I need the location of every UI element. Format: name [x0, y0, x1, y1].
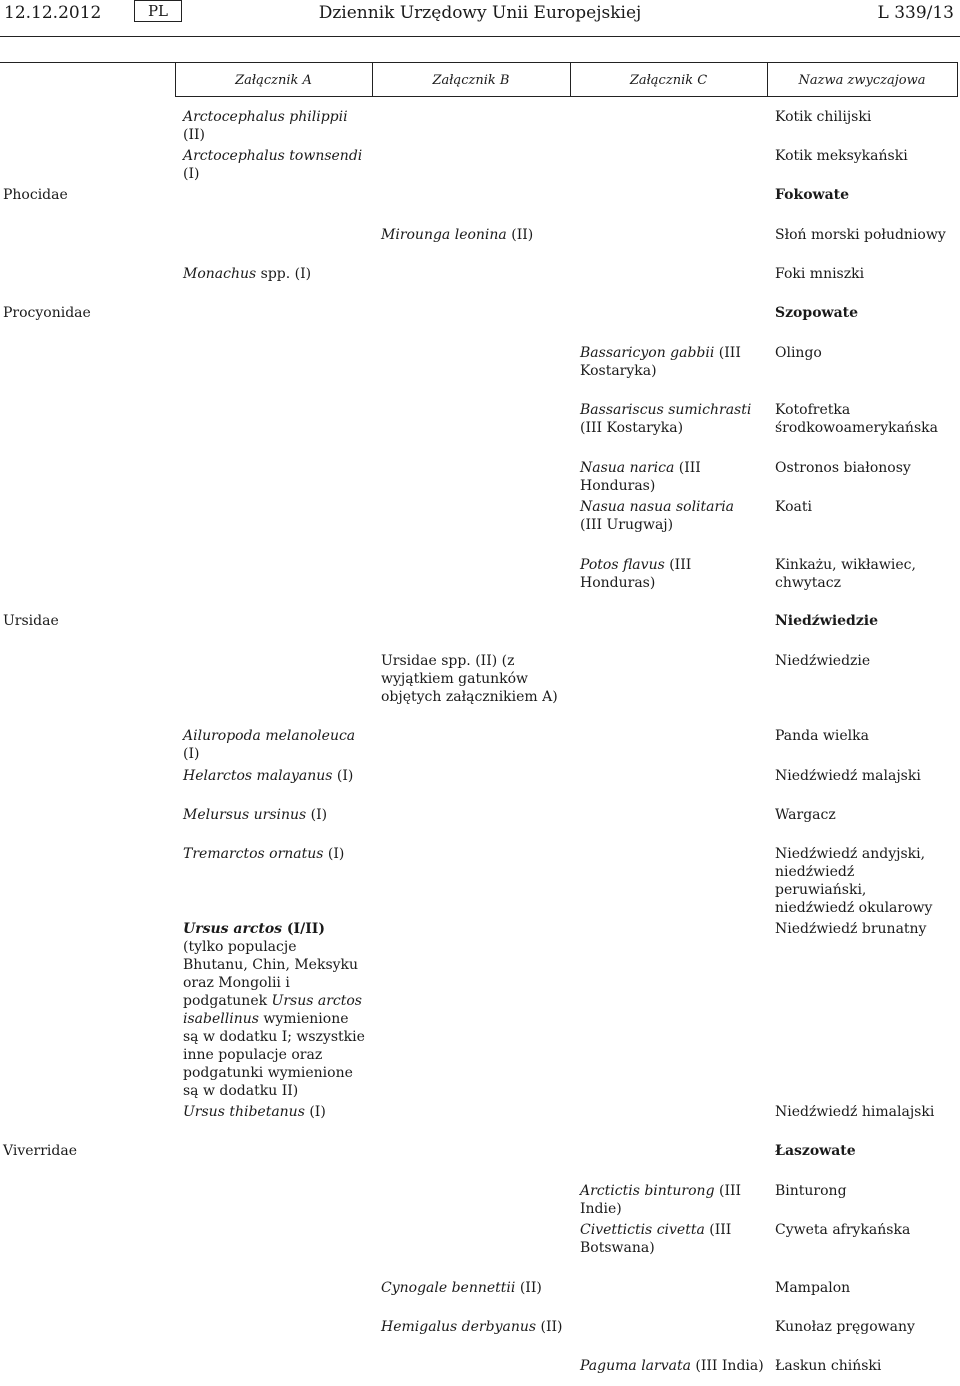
column-header-common-name: Nazwa zwyczajowa [798, 73, 926, 88]
species-name: Ursus thibetanus [183, 1104, 305, 1120]
table-top-border [0, 62, 958, 63]
family-name: Ursidae [3, 613, 59, 629]
common-name: Olingo [775, 345, 822, 361]
table-row [183, 1103, 363, 1121]
annex-b-entry: Ursidae spp. (II) (z wyjątkiem gatunków objętych załącznikiem A) [381, 653, 558, 705]
annex-code: (I) [183, 166, 200, 182]
table-row [381, 226, 566, 244]
species-name: Ailuropoda melanoleuca [183, 728, 356, 744]
species-name: Arctocephalus townsendi [183, 148, 363, 164]
table-row [183, 806, 363, 824]
species-name: Bassariscus sumichrasti [580, 402, 752, 418]
table-row [381, 1318, 566, 1336]
common-name: Słoń morski południowy [775, 227, 946, 243]
annex-code: (I) [304, 1104, 326, 1120]
family-common-name: Fokowate [775, 187, 850, 203]
table-row [183, 147, 363, 183]
species-name: Helarctos malayanus [183, 768, 333, 784]
table-row [183, 767, 363, 785]
species-name: Arctocephalus philippii [183, 109, 348, 125]
table-row [580, 1221, 758, 1257]
common-name: Niedźwiedź andyjski, niedźwiedź peruwiański, niedźwiedź okularowy [775, 846, 933, 916]
annex-code: (II) [515, 1280, 542, 1296]
population-note: (tylko populacje Bhutanu, Chin, Meksyku oraz Mongolii i podgatunek [183, 939, 359, 1009]
header-date: 12.12.2012 [4, 3, 102, 23]
family-common-name: Łaszowate [775, 1143, 856, 1159]
common-name: Cyweta afrykańska [775, 1222, 911, 1238]
table-row [183, 727, 363, 763]
species-name: Tremarctos ornatus [183, 846, 324, 862]
common-name: Łaskun chiński [775, 1358, 882, 1374]
column-header-annex-a: Załącznik A [235, 73, 312, 88]
column-header-annex-b: Załącznik B [432, 73, 510, 88]
table-header-border [175, 96, 958, 97]
common-name: Niedźwiedź malajski [775, 768, 921, 784]
species-name: Monachus [183, 266, 257, 282]
table-row [381, 1279, 566, 1297]
species-name: Potos flavus [580, 557, 665, 573]
common-name: Kinkażu, wikławiec, chwytacz [775, 557, 916, 591]
table-row [580, 1182, 765, 1218]
species-name: Cynogale bennettii [381, 1280, 516, 1296]
annex-code: (III Botswana) [580, 1222, 732, 1256]
common-name: Niedźwiedzie [775, 653, 871, 669]
species-name: Mirounga leonina [381, 227, 507, 243]
common-name: Kotik meksykański [775, 148, 908, 164]
common-name: Foki mniszki [775, 266, 865, 282]
table-row [183, 108, 363, 144]
annex-code: (III India) [690, 1358, 764, 1374]
species-name: Ursus arctos [183, 921, 283, 937]
family-name: Viverridae [3, 1143, 77, 1159]
table-row [183, 845, 363, 863]
species-name: Civettictis civetta [580, 1222, 705, 1238]
family-name: Procyonidae [3, 305, 91, 321]
common-name: Panda wielka [775, 728, 869, 744]
annex-code: (III Kostaryka) [580, 345, 741, 379]
annex-code: (II) [536, 1319, 563, 1335]
common-name: Binturong [775, 1183, 847, 1199]
common-name: Niedźwiedź himalajski [775, 1104, 935, 1120]
table-row [580, 344, 758, 380]
table-row [580, 498, 758, 534]
annex-code: (I/II) [282, 921, 325, 937]
family-common-name: Niedźwiedzie [775, 613, 879, 629]
species-name: Melursus ursinus [183, 807, 307, 823]
annex-code: (I) [306, 807, 328, 823]
common-name: Koati [775, 499, 812, 515]
species-name: Nasua narica [580, 460, 675, 476]
subspecies-name: Ursus arctos isabellinus [183, 993, 362, 1027]
annex-code: spp. (I) [256, 266, 312, 282]
common-name: Kotofretka środkowoamerykańska [775, 402, 938, 436]
annex-code: (I) [332, 768, 354, 784]
column-header-annex-c: Załącznik C [629, 73, 708, 88]
header-rule [0, 36, 960, 37]
table-row [580, 556, 765, 592]
table-row [580, 459, 765, 495]
table-right-border [957, 62, 958, 96]
annex-code: (III Honduras) [580, 460, 701, 494]
family-name: Phocidae [3, 187, 68, 203]
annex-code: (II) [183, 127, 205, 143]
family-common-name: Szopowate [775, 305, 859, 321]
annex-code: (II) [506, 227, 534, 243]
table-row [580, 401, 758, 437]
common-name: Niedźwiedź brunatny [775, 921, 927, 937]
table-row [183, 265, 363, 283]
common-name: Wargacz [775, 807, 836, 823]
language-badge: PL [134, 0, 182, 22]
common-name: Mampalon [775, 1280, 851, 1296]
common-name: Kunołaz pręgowany [775, 1319, 915, 1335]
annex-code: (I) [323, 846, 345, 862]
annex-code: (III Indie) [580, 1183, 742, 1217]
species-name: Paguma larvata [580, 1358, 691, 1374]
annex-code: (I) [183, 746, 200, 762]
population-note-end: wymienione są w dodatku I; wszystkie inne populacje oraz podgatunki wymienione są w dodatku II) [183, 1011, 365, 1099]
common-name: Ostronos białonosy [775, 460, 911, 476]
annex-code: (III Urugwaj) [580, 517, 674, 533]
species-name: Arctictis binturong [580, 1183, 715, 1199]
species-name: Hemigalus derbyanus [381, 1319, 537, 1335]
common-name: Kotik chilijski [775, 109, 872, 125]
annex-code: (III Honduras) [580, 557, 692, 591]
page-number: L 339/13 [877, 3, 954, 23]
species-name: Nasua nasua solitaria [580, 499, 735, 515]
annex-code: (III Kostaryka) [580, 420, 684, 436]
table-row [580, 1357, 765, 1375]
journal-title: Dziennik Urzędowy Unii Europejskiej [318, 3, 642, 23]
table-row [183, 920, 365, 1100]
species-name: Bassaricyon gabbii [580, 345, 715, 361]
